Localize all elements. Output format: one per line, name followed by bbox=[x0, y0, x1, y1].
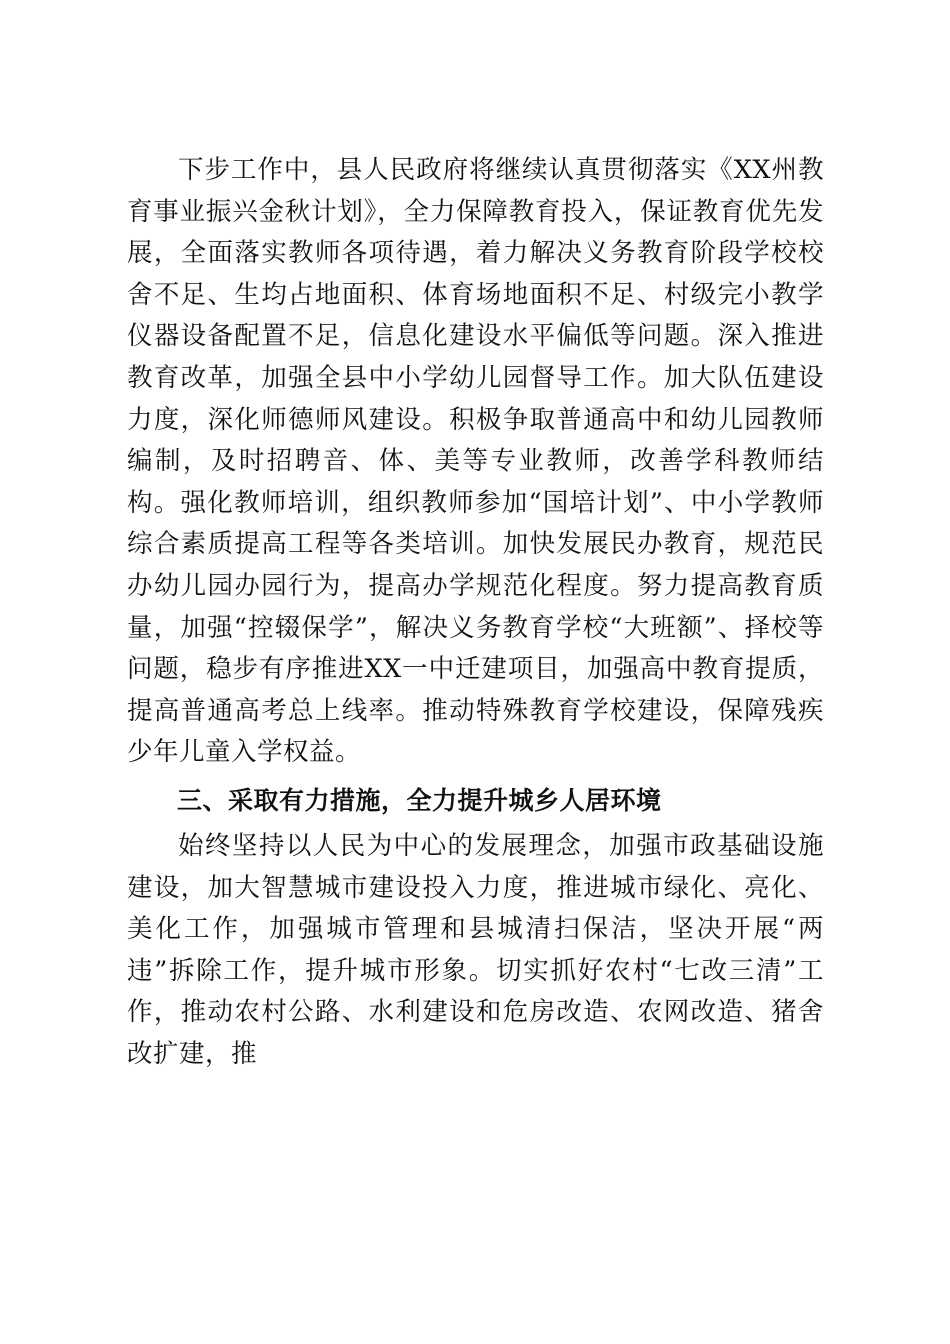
section-heading: 三、采取有力措施，全力提升城乡人居环境 bbox=[177, 785, 662, 815]
paragraph-education-plan: 下步工作中，县人民政府将继续认真贯彻落实《XX州教育事业振兴金秋计划》，全力保障教育投入，保证教育优先发展，全面落实教师各项待遇，着力解决义务教育阶段学校校舍不足、生均占地面积、体育场地面积不足、村级完小教学仪器设备配置不足，信息化建设水平偏低等问题。深入推进教育改革，加强全县中小学幼儿园督导工作。加大队伍建设力度，深化师德师风建设。积极争取普通高中和幼儿园教师编制，及时招聘音、体、美等专业教师，改善学科教师结构。强化教师培训，组织教师参加“国培计划”、中小学教师综合素质提高工程等各类培训。加快发展民办教育，规范民办幼儿园办园行为，提高办学规范化程度。努力提高教育质量，加强“控辍保学”，解决义务教育学校“大班额”、择校等问题，稳步有序推进XX一中迁建项目，加强高中教育提质，提高普通高考总上线率。推动特殊教育学校建设，保障残疾少年儿童入学权益。 bbox=[127, 155, 824, 768]
document-body bbox=[127, 150, 824, 1075]
paragraph-living-environment: 始终坚持以人民为中心的发展理念，加强市政基础设施建设，加大智慧城市建设投入力度，推进城市绿化、亮化、美化工作，加强城市管理和县城清扫保洁，坚决开展“两违”拆除工作，提升城市形象。切实抓好农村“七改三清”工作，推动农村公路、水利建设和危房改造、农网改造、猪舍改扩建，推 bbox=[127, 830, 824, 1069]
